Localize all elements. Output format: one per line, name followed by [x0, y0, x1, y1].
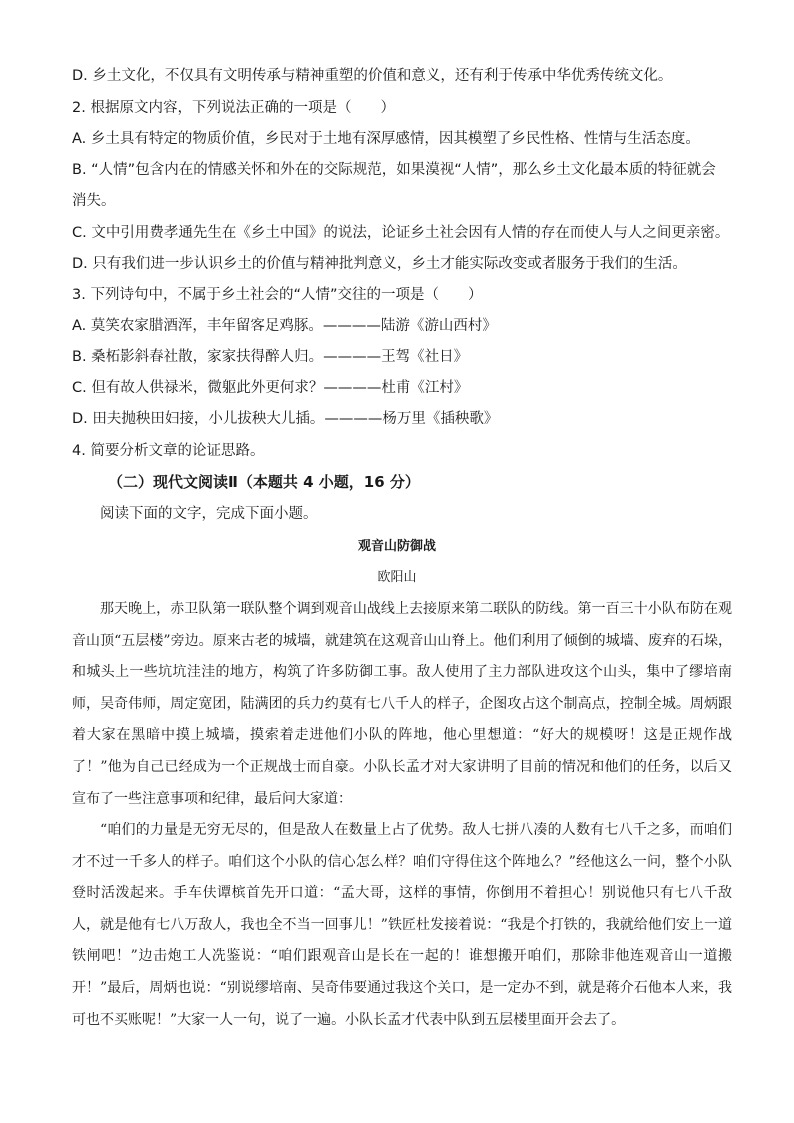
option-2b-continued: 消失。 — [72, 193, 116, 209]
story-author: 欧阳山 — [377, 570, 417, 585]
question-2: 2. 根据原文内容，下列说法正确的一项是（ ） — [72, 100, 395, 116]
story-paragraph-1: 那天晚上，赤卫队第一联队整个调到观音山战线上去接原来第二联队的防线。第一百三十小队布防在观音山顶“五层楼”旁边。原来古老的城墙，就建筑在这观音山山脊上。他们利用了倾倒的城墙、废弃的石垛，和城头上一些坑坑洼洼的地方，构筑了许多防御工事。敌人使用了主力部队进攻这个山头，集中了缪培南师，吴奇伟师，周定宽团，陆满团的兵力约莫有七八千人的样子，企图攻占这个制高点，控制全城。周炳跟着大家在黑暗中摸上城墙，摸索着走进他们小队的阵地，他心里想道：“好大的规模呀！这是正规作战了！”他为自己已经成为一个正规战士而自豪。小队长孟才对大家讲明了目前的情况和他们的任务，以后又宣布了一些注意事项和纪律，最后问大家道： — [72, 601, 732, 807]
option-2a: A. 乡土具有特定的物质价值，乡民对于土地有深厚感情，因其模塑了乡民性格、性情与生活态度。 — [72, 131, 700, 147]
option-3c: C. 但有故人供禄米，微躯此外更何求？————杜甫《江村》 — [72, 380, 469, 396]
story-title: 观音山防御战 — [357, 539, 436, 554]
option-2c: C. 文中引用费孝通先生在《乡土中国》的说法，论证乡土社会因有人情的存在而使人与人之间更亲密。 — [72, 225, 730, 241]
section-heading: （二）现代文阅读Ⅱ（本题共 4 小题，16 分） — [108, 473, 420, 491]
option-3a: A. 莫笑农家腊酒浑，丰年留客足鸡豚。————陆游《游山西村》 — [72, 318, 497, 334]
question-4: 4. 简要分析文章的论证思路。 — [72, 443, 265, 459]
option-3b: B. 桑柘影斜春社散，家家扶得醉人归。————王驾《社日》 — [72, 349, 469, 365]
reading-instruction: 阅读下面的文字，完成下面小题。 — [100, 506, 318, 522]
question-3: 3. 下列诗句中，不属于乡土社会的“人情”交往的一项是（ ） — [72, 287, 483, 303]
option-1d: D. 乡土文化，不仅具有文明传承与精神重塑的价值和意义，还有利于传承中华优秀传统文化。 — [72, 68, 673, 84]
option-2d: D. 只有我们进一步认识乡土的价值与精神批判意义，乡土才能实际改变或者服务于我们的生活。 — [72, 256, 687, 272]
story-paragraph-2: “咱们的力量是无穷无尽的，但是敌人在数量上占了优势。敌人七拼八凑的人数有七八千之多，而咱们才不过一千多人的样子。咱们这个小队的信心怎么样？咱们守得住这个阵地么？”经他这么一问，整个小队登时活泼起来。手车伕谭槟首先开口道：“孟大哥，这样的事情，你倒用不着担心！别说他只有七八千敌人，就是他有七八万敌人，我也全不当一回事儿！”铁匠杜发接着说：“我是个打铁的，我就给他们安上一道铁闸吧！”边击炮工人冼鉴说：“咱们跟观音山是长在一起的！谁想搬开咱们，那除非他连观音山一道搬开！”最后，周炳也说：“别说缪培南、吴奇伟要通过我这个关口，是一定办不到，就是蒋介石他本人来，我可也不买账呢！”大家一人一句，说了一遍。小队长孟才代表中队到五层楼里面开会去了。 — [72, 822, 732, 1028]
option-3d: D. 田夫抛秧田妇接，小儿拔秧大儿插。————杨万里《插秧歌》 — [72, 411, 499, 427]
option-2b: B. “人情”包含内在的情感关怀和外在的交际规范，如果漠视“人情”，那么乡土文化最本质的特征就会 — [72, 162, 716, 178]
